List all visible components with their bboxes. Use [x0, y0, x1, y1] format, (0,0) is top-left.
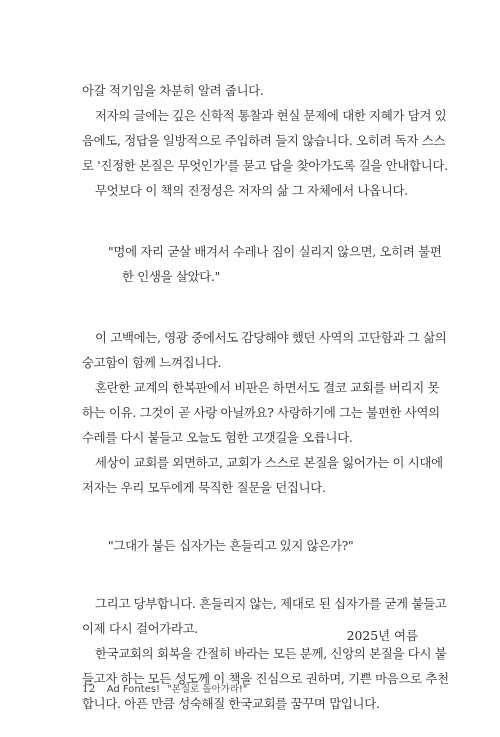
text-line: 수레를 다시 붙들고 오늘도 험한 고갯길을 오릅니다. [82, 430, 353, 445]
text-line: 세상이 교회를 외면하고, 교회가 스스로 본질을 잃어가는 이 시대에 [95, 455, 443, 470]
quote-line: "멍에 자리 굳살 배겨서 수레나 짐이 실리지 않으면, 오히려 불편 [108, 244, 442, 259]
page-footer [82, 681, 247, 695]
text-line: 음에도, 정답을 일방적으로 주입하려 들지 않습니다. 오히려 독자 스스 [82, 133, 446, 148]
text-line: 저자의 글에는 깊은 신학적 통찰과 현실 문제에 대한 지혜가 담겨 있 [95, 108, 447, 123]
paragraph-1 [82, 78, 422, 103]
text-line: 아갈 적기임을 차분히 알려 줍니다. [82, 83, 264, 98]
text-line: 무엇보다 이 책의 진정성은 저자의 삶 그 자체에서 나옵니다. [95, 183, 408, 198]
text-line: 들고자 하는 모든 성도께 이 책을 진심으로 권하며, 기쁜 마음으로 추천 [82, 671, 449, 686]
paragraph-8 [82, 641, 449, 716]
text-line: 저자는 우리 모두에게 묵직한 질문을 던집니다. [82, 480, 326, 495]
body-text [82, 78, 449, 716]
quote-line: "그대가 붙든 십자가는 흔들리고 있지 않은가?" [108, 538, 354, 553]
quote-1 [82, 239, 442, 289]
book-title-en: Ad Fontes! [106, 684, 161, 695]
book-title-ko: "본질로 돌아가라!" [167, 684, 248, 695]
paragraph-3 [82, 178, 422, 203]
quote-2 [82, 533, 422, 558]
text-line: 숭고함이 함께 느껴집니다. [82, 355, 222, 370]
page-number: 12 [82, 683, 96, 695]
paragraph-6 [82, 450, 443, 500]
text-line: 그리고 당부합니다. 흔들리지 않는, 제대로 된 십자가를 굳게 붙들고 [95, 596, 447, 611]
text-line: 한국교회의 회복을 간절히 바라는 모든 분께, 신앙의 본질을 다시 붙 [95, 646, 447, 661]
paragraph-5 [82, 375, 440, 450]
quote-line: 한 인생을 살았다." [122, 269, 221, 284]
text-line: 이제 다시 걸어가라고. [82, 621, 198, 636]
text-line: 로 '진정한 본질은 무엇인가'를 묻고 답을 찾아가도록 길을 안내합니다. [82, 158, 448, 173]
text-line: 하는 이유. 그것이 곧 사랑 아닐까요? 사랑하기에 그는 불편한 사역의 [82, 405, 440, 420]
signature-date: 2025년 여름 [346, 628, 418, 643]
paragraph-2 [82, 103, 448, 178]
text-line: 합니다. 아픈 만큼 성숙해질 한국교회를 꿈꾸며 맙입니다. [82, 696, 380, 711]
text-line: 이 고백에는, 영광 중에서도 감당해야 했던 사역의 고단함과 그 삶의 [95, 330, 447, 345]
text-line: 혼란한 교계의 한복판에서 비판은 하면서도 결코 교회를 버리지 못 [95, 380, 440, 395]
paragraph-4 [82, 325, 447, 375]
